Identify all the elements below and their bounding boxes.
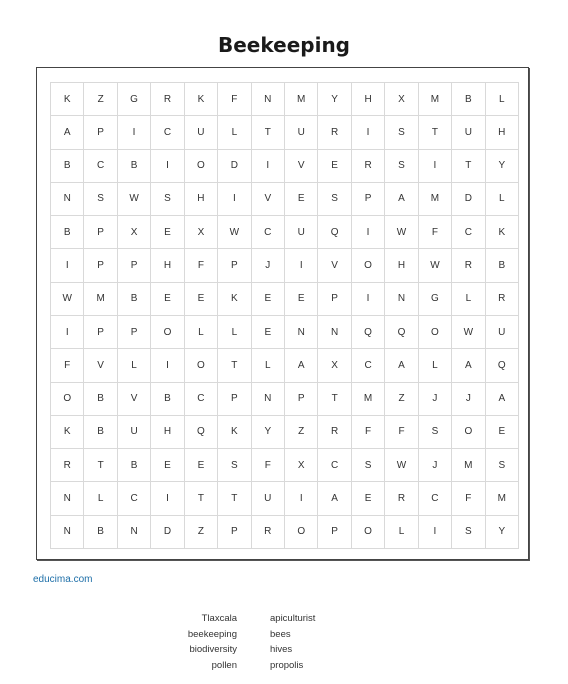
grid-cell[interactable]: L (485, 82, 519, 116)
grid-cell[interactable]: B (50, 149, 84, 183)
grid-cell[interactable]: O (351, 515, 385, 549)
grid-cell[interactable]: V (284, 149, 318, 183)
grid-cell[interactable]: B (83, 515, 117, 549)
grid-cell[interactable]: N (251, 382, 285, 416)
grid-cell[interactable]: I (50, 315, 84, 349)
grid-cell[interactable]: H (485, 115, 519, 149)
grid-cell[interactable]: O (418, 315, 452, 349)
grid-cell[interactable]: S (451, 515, 485, 549)
grid-cell[interactable]: O (351, 248, 385, 282)
grid-cell[interactable]: C (83, 149, 117, 183)
grid-cell[interactable]: L (217, 315, 251, 349)
grid-cell[interactable]: U (485, 315, 519, 349)
grid-cell[interactable]: F (184, 248, 218, 282)
grid-cell[interactable]: T (317, 382, 351, 416)
grid-cell[interactable]: O (284, 515, 318, 549)
grid-cell[interactable]: N (117, 515, 151, 549)
grid-cell[interactable]: B (150, 382, 184, 416)
grid-cell[interactable]: K (50, 415, 84, 449)
grid-cell[interactable]: B (117, 149, 151, 183)
grid-cell[interactable]: P (83, 248, 117, 282)
grid-cell[interactable]: V (117, 382, 151, 416)
grid-cell[interactable]: V (83, 348, 117, 382)
grid-cell[interactable]: U (117, 415, 151, 449)
grid-cell[interactable]: B (83, 415, 117, 449)
grid-cell[interactable]: Y (317, 82, 351, 116)
grid-cell[interactable]: B (50, 215, 84, 249)
grid-cell[interactable]: A (451, 348, 485, 382)
grid-cell[interactable]: E (150, 448, 184, 482)
grid-cell[interactable]: I (351, 115, 385, 149)
grid-cell[interactable]: H (150, 248, 184, 282)
grid-cell[interactable]: V (251, 182, 285, 216)
grid-cell[interactable]: I (284, 248, 318, 282)
grid-cell[interactable]: L (217, 115, 251, 149)
grid-cell[interactable]: F (217, 82, 251, 116)
grid-cell[interactable]: L (117, 348, 151, 382)
grid-cell[interactable]: L (184, 315, 218, 349)
grid-cell[interactable]: P (351, 182, 385, 216)
grid-cell[interactable]: S (317, 182, 351, 216)
grid-cell[interactable]: S (485, 448, 519, 482)
grid-cell[interactable]: H (384, 248, 418, 282)
grid-cell[interactable]: W (50, 282, 84, 316)
grid-cell[interactable]: O (50, 382, 84, 416)
grid-cell[interactable]: G (117, 82, 151, 116)
grid-cell[interactable]: N (384, 282, 418, 316)
site-link[interactable]: educima.com (33, 574, 93, 585)
grid-cell[interactable]: P (83, 115, 117, 149)
grid-cell[interactable]: C (184, 382, 218, 416)
grid-cell[interactable]: B (117, 282, 151, 316)
word-list-item: beekeeping (187, 628, 237, 640)
grid-cell[interactable]: S (83, 182, 117, 216)
grid-cell[interactable]: A (317, 481, 351, 515)
grid-cell[interactable]: N (284, 315, 318, 349)
grid-cell[interactable]: E (351, 481, 385, 515)
grid-cell[interactable]: H (351, 82, 385, 116)
grid-cell[interactable]: X (184, 215, 218, 249)
grid-cell[interactable]: P (83, 215, 117, 249)
grid-cell[interactable]: K (184, 82, 218, 116)
grid-cell[interactable]: D (217, 149, 251, 183)
grid-cell[interactable]: E (317, 149, 351, 183)
word-list-left (150, 611, 237, 674)
grid-cell[interactable]: E (251, 282, 285, 316)
grid-cell[interactable]: B (83, 382, 117, 416)
grid-cell[interactable]: B (485, 248, 519, 282)
grid-cell[interactable]: P (117, 248, 151, 282)
grid-cell[interactable]: I (418, 149, 452, 183)
grid-cell[interactable]: E (184, 282, 218, 316)
grid-cell[interactable]: Q (384, 315, 418, 349)
grid-cell[interactable]: B (451, 82, 485, 116)
word-search-grid (50, 82, 518, 548)
grid-cell[interactable]: A (485, 382, 519, 416)
word-list-item: apiculturist (270, 613, 316, 624)
grid-cell[interactable]: F (418, 215, 452, 249)
grid-cell[interactable]: S (418, 415, 452, 449)
grid-cell[interactable]: U (284, 115, 318, 149)
word-list-right (270, 611, 390, 674)
grid-cell[interactable]: S (384, 149, 418, 183)
grid-cell[interactable]: M (451, 448, 485, 482)
grid-cell[interactable]: S (217, 448, 251, 482)
grid-cell[interactable]: E (184, 448, 218, 482)
word-list-item: pollen (211, 660, 237, 672)
grid-cell[interactable]: E (150, 282, 184, 316)
grid-cell[interactable]: S (384, 115, 418, 149)
grid-cell[interactable]: T (418, 115, 452, 149)
grid-cell[interactable]: Y (485, 515, 519, 549)
grid-cell[interactable]: U (184, 115, 218, 149)
grid-cell[interactable]: T (217, 481, 251, 515)
grid-cell[interactable]: S (150, 182, 184, 216)
grid-cell[interactable]: I (351, 215, 385, 249)
grid-cell[interactable]: U (284, 215, 318, 249)
grid-cell[interactable]: F (351, 415, 385, 449)
grid-cell[interactable]: A (384, 348, 418, 382)
grid-cell[interactable]: W (418, 248, 452, 282)
grid-cell[interactable]: D (150, 515, 184, 549)
grid-cell[interactable]: F (251, 448, 285, 482)
grid-cell[interactable]: L (384, 515, 418, 549)
grid-cell[interactable]: X (317, 348, 351, 382)
grid-cell[interactable]: T (217, 348, 251, 382)
grid-cell[interactable]: E (284, 282, 318, 316)
grid-cell[interactable]: C (451, 215, 485, 249)
grid-cell[interactable]: P (217, 382, 251, 416)
grid-cell[interactable]: G (418, 282, 452, 316)
grid-cell[interactable]: J (451, 382, 485, 416)
grid-cell[interactable]: O (150, 315, 184, 349)
page-title: Beekeeping (218, 33, 350, 57)
grid-cell[interactable]: M (351, 382, 385, 416)
grid-cell[interactable]: M (485, 481, 519, 515)
grid-cell[interactable]: F (50, 348, 84, 382)
grid-cell[interactable]: I (217, 182, 251, 216)
grid-cell[interactable]: E (284, 182, 318, 216)
grid-cell[interactable]: P (117, 315, 151, 349)
grid-cell[interactable]: Z (184, 515, 218, 549)
grid-cell[interactable]: P (83, 315, 117, 349)
grid-cell[interactable]: R (451, 248, 485, 282)
grid-cell[interactable]: L (451, 282, 485, 316)
word-list-item: Tlaxcala (201, 613, 237, 624)
grid-cell[interactable]: R (150, 82, 184, 116)
grid-cell[interactable]: M (418, 82, 452, 116)
grid-cell[interactable]: Q (351, 315, 385, 349)
grid-cell[interactable]: N (317, 315, 351, 349)
grid-cell[interactable]: J (251, 248, 285, 282)
grid-cell[interactable]: I (150, 149, 184, 183)
grid-cell[interactable]: T (451, 149, 485, 183)
grid-cell[interactable]: I (117, 115, 151, 149)
grid-cell[interactable]: O (451, 415, 485, 449)
grid-cell[interactable]: Q (317, 215, 351, 249)
grid-cell[interactable]: T (83, 448, 117, 482)
grid-cell[interactable]: R (50, 448, 84, 482)
grid-cell[interactable]: P (284, 382, 318, 416)
grid-cell[interactable]: Y (485, 149, 519, 183)
grid-cell[interactable]: K (485, 215, 519, 249)
grid-cell[interactable]: F (451, 481, 485, 515)
grid-cell[interactable]: N (251, 82, 285, 116)
grid-cell[interactable]: X (384, 82, 418, 116)
grid-cell[interactable]: P (217, 515, 251, 549)
grid-cell[interactable]: P (317, 282, 351, 316)
grid-cell[interactable]: D (451, 182, 485, 216)
grid-cell[interactable]: P (317, 515, 351, 549)
grid-cell[interactable]: R (251, 515, 285, 549)
grid-cell[interactable]: W (384, 448, 418, 482)
grid-cell[interactable]: K (50, 82, 84, 116)
grid-cell[interactable]: E (251, 315, 285, 349)
grid-cell[interactable]: R (351, 149, 385, 183)
grid-cell[interactable]: N (50, 515, 84, 549)
grid-cell[interactable]: H (184, 182, 218, 216)
grid-cell[interactable]: W (117, 182, 151, 216)
grid-cell[interactable]: I (50, 248, 84, 282)
grid-cell[interactable]: M (418, 182, 452, 216)
grid-cell[interactable]: C (418, 481, 452, 515)
grid-cell[interactable]: K (217, 415, 251, 449)
grid-cell[interactable]: C (117, 481, 151, 515)
grid-cell[interactable]: W (384, 215, 418, 249)
grid-cell[interactable]: I (150, 481, 184, 515)
grid-cell[interactable]: A (384, 182, 418, 216)
grid-cell[interactable]: K (217, 282, 251, 316)
grid-cell[interactable]: J (418, 382, 452, 416)
grid-cell[interactable]: C (251, 215, 285, 249)
grid-cell[interactable]: M (284, 82, 318, 116)
grid-cell[interactable]: A (284, 348, 318, 382)
grid-cell[interactable]: L (418, 348, 452, 382)
grid-cell[interactable]: R (384, 481, 418, 515)
grid-cell[interactable]: N (50, 182, 84, 216)
grid-cell[interactable]: I (251, 149, 285, 183)
grid-cell[interactable]: H (150, 415, 184, 449)
grid-cell[interactable]: Z (384, 382, 418, 416)
grid-cell[interactable]: O (184, 348, 218, 382)
grid-cell[interactable]: R (317, 415, 351, 449)
grid-cell[interactable]: W (451, 315, 485, 349)
grid-cell[interactable]: C (351, 348, 385, 382)
grid-cell[interactable]: Q (485, 348, 519, 382)
word-list-item: biodiversity (189, 644, 237, 656)
grid-cell[interactable]: T (251, 115, 285, 149)
word-list-item: hives (270, 644, 293, 656)
grid-cell[interactable]: C (150, 115, 184, 149)
word-list-item: bees (270, 628, 291, 640)
grid-cell[interactable]: A (50, 115, 84, 149)
grid-cell[interactable]: L (251, 348, 285, 382)
grid-cell[interactable]: O (184, 149, 218, 183)
grid-cell[interactable]: X (117, 215, 151, 249)
grid-cell[interactable]: J (418, 448, 452, 482)
grid-cell[interactable]: L (485, 182, 519, 216)
grid-cell[interactable]: L (83, 481, 117, 515)
grid-cell[interactable]: Y (251, 415, 285, 449)
grid-cell[interactable]: E (485, 415, 519, 449)
grid-cell[interactable]: P (217, 248, 251, 282)
grid-cell[interactable]: I (284, 481, 318, 515)
grid-cell[interactable]: I (418, 515, 452, 549)
grid-cell[interactable]: Q (184, 415, 218, 449)
grid-cell[interactable]: N (50, 481, 84, 515)
grid-cell[interactable]: B (117, 448, 151, 482)
word-list-item: propolis (270, 660, 304, 672)
grid-cell[interactable]: U (451, 115, 485, 149)
grid-cell[interactable]: E (150, 215, 184, 249)
grid-cell[interactable]: Z (284, 415, 318, 449)
grid-cell[interactable]: I (351, 282, 385, 316)
grid-cell[interactable]: V (317, 248, 351, 282)
grid-cell[interactable]: I (150, 348, 184, 382)
grid-cell[interactable]: T (184, 481, 218, 515)
grid-cell[interactable]: S (351, 448, 385, 482)
grid-cell[interactable]: W (217, 215, 251, 249)
grid-cell[interactable]: Z (83, 82, 117, 116)
grid-cell[interactable]: C (317, 448, 351, 482)
grid-cell[interactable]: U (251, 481, 285, 515)
grid-cell[interactable]: R (485, 282, 519, 316)
grid-cell[interactable]: F (384, 415, 418, 449)
grid-cell[interactable]: R (317, 115, 351, 149)
grid-cell[interactable]: X (284, 448, 318, 482)
grid-cell[interactable]: M (83, 282, 117, 316)
